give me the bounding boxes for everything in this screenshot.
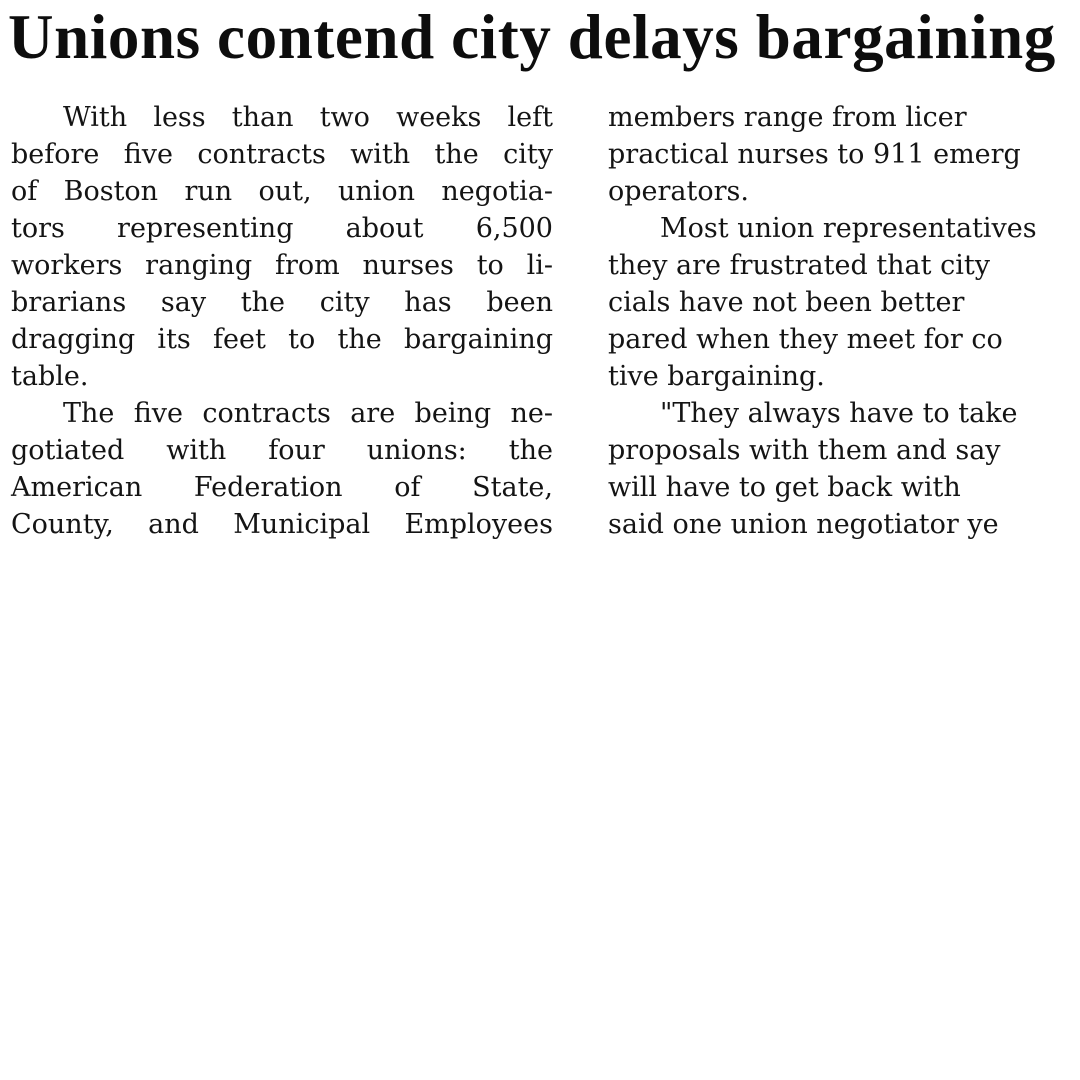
text-line: workers ranging from nurses to li- — [11, 250, 553, 281]
text-line: tors representing about 6,500 — [11, 213, 553, 244]
text-line: will have to get back with — [608, 472, 961, 503]
text-line: before five contracts with the city — [11, 139, 553, 170]
text-line: Most union representatives — [660, 213, 1037, 244]
text-line: With less than two weeks left — [63, 102, 553, 133]
text-line: "They always have to take — [660, 398, 1018, 429]
text-line: brarians say the city has been — [11, 287, 553, 318]
left-column — [11, 99, 553, 543]
text-line: of Boston run out, union negotia- — [11, 176, 553, 207]
text-line: operators. — [608, 176, 749, 207]
text-line: The five contracts are being ne- — [63, 398, 553, 429]
text-line: gotiated with four unions: the — [11, 435, 553, 466]
paragraph-4 — [608, 210, 1080, 395]
text-line: tive bargaining. — [608, 361, 825, 392]
paragraph-1 — [11, 99, 553, 395]
text-line: County, and Municipal Employees — [11, 509, 553, 540]
text-line: American Federation of State, — [11, 472, 553, 503]
paragraph-2 — [11, 395, 553, 543]
text-line: table. — [11, 361, 89, 392]
text-line: said one union negotiator ye — [608, 509, 999, 540]
text-line: dragging its feet to the bargaining — [11, 324, 553, 355]
paragraph-5 — [608, 395, 1080, 543]
text-line: pared when they meet for co — [608, 324, 1003, 355]
paragraph-3 — [608, 99, 1080, 210]
text-line: practical nurses to 911 emerg — [608, 139, 1021, 170]
headline: Unions contend city delays bargaining — [8, 2, 1056, 72]
text-line: they are frustrated that city — [608, 250, 990, 281]
right-column — [608, 99, 1080, 543]
text-line: cials have not been better — [608, 287, 965, 318]
text-line: proposals with them and say — [608, 435, 1001, 466]
text-line: members range from licer — [608, 102, 967, 133]
